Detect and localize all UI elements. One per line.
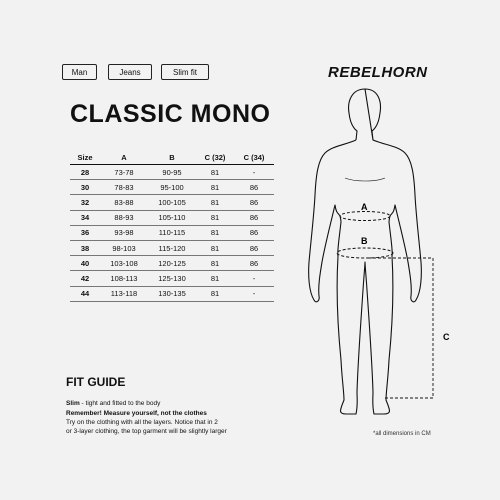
header-b: B — [148, 150, 196, 165]
c34-cell: - — [234, 286, 274, 301]
b-cell: 100-105 — [148, 195, 196, 210]
measure-c — [368, 258, 433, 398]
size-cell: 42 — [70, 271, 100, 286]
label-b: B — [361, 236, 368, 246]
label-c: C — [443, 332, 450, 342]
chest-line — [345, 178, 385, 181]
header-size: Size — [70, 150, 100, 165]
torso-outline-right — [373, 140, 421, 302]
measure-a-ellipse — [340, 212, 390, 221]
measure-a — [340, 202, 390, 221]
torso-outline — [309, 140, 356, 302]
brand-logo: REBELHORN — [328, 64, 428, 81]
c32-cell: 81 — [196, 195, 234, 210]
c32-cell: 81 — [196, 240, 234, 255]
head-outline — [349, 89, 381, 140]
a-cell: 73-78 — [100, 165, 148, 180]
c34-cell: 86 — [234, 240, 274, 255]
size-cell: 44 — [70, 286, 100, 301]
c32-cell: 81 — [196, 180, 234, 195]
b-cell: 115-120 — [148, 240, 196, 255]
c32-cell: 81 — [196, 256, 234, 271]
fit-guide-title: FIT GUIDE — [66, 375, 126, 389]
b-cell: 105-110 — [148, 210, 196, 225]
c32-cell: 81 — [196, 210, 234, 225]
fit-slim-label: Slim — [66, 400, 80, 407]
c34-cell: 86 — [234, 180, 274, 195]
legs-outline — [337, 256, 393, 414]
b-cell: 90-95 — [148, 165, 196, 180]
a-cell: 113-118 — [100, 286, 148, 301]
measure-b — [337, 236, 393, 258]
header-a: A — [100, 150, 148, 165]
c34-cell: - — [234, 165, 274, 180]
page-title: CLASSIC MONO — [70, 100, 271, 128]
c34-cell: 86 — [234, 256, 274, 271]
size-cell: 30 — [70, 180, 100, 195]
a-cell: 98-103 — [100, 240, 148, 255]
b-cell: 95-100 — [148, 180, 196, 195]
label-a: A — [361, 202, 368, 212]
size-cell: 36 — [70, 225, 100, 240]
c34-cell: 86 — [234, 225, 274, 240]
size-cell: 38 — [70, 240, 100, 255]
body-outline — [309, 89, 422, 414]
fit-slim-text: - tight and fitted to the body — [79, 400, 161, 407]
c34-cell: 86 — [234, 210, 274, 225]
c34-cell: 86 — [234, 195, 274, 210]
size-cell: 28 — [70, 165, 100, 180]
c32-cell: 81 — [196, 271, 234, 286]
a-cell: 103-108 — [100, 256, 148, 271]
tag-man: Man — [62, 64, 97, 80]
dimensions-note: *all dimensions in CM — [373, 431, 431, 437]
header-c34: C (34) — [234, 150, 274, 165]
a-cell: 83-88 — [100, 195, 148, 210]
fit-line-2: or 3-layer clothing, the top garment will be slightly larger — [66, 428, 227, 435]
b-cell: 120-125 — [148, 256, 196, 271]
b-cell: 110-115 — [148, 225, 196, 240]
fit-remember: Remember! Measure yourself, not the clothes — [66, 410, 207, 417]
c34-cell: - — [234, 271, 274, 286]
measure-b-ellipse — [337, 248, 393, 258]
c32-cell: 81 — [196, 225, 234, 240]
size-cell: 40 — [70, 256, 100, 271]
header-c32: C (32) — [196, 150, 234, 165]
size-cell: 34 — [70, 210, 100, 225]
b-cell: 130-135 — [148, 286, 196, 301]
c32-cell: 81 — [196, 165, 234, 180]
a-cell: 88-93 — [100, 210, 148, 225]
tag-slim-fit: Slim fit — [161, 64, 209, 80]
size-cell: 32 — [70, 195, 100, 210]
a-cell: 78-83 — [100, 180, 148, 195]
fit-line-1: Try on the clothing with all the layers. Notice that in 2 — [66, 419, 218, 426]
a-cell: 93-98 — [100, 225, 148, 240]
a-cell: 108-113 — [100, 271, 148, 286]
c32-cell: 81 — [196, 286, 234, 301]
b-cell: 125-130 — [148, 271, 196, 286]
tag-jeans: Jeans — [108, 64, 152, 80]
